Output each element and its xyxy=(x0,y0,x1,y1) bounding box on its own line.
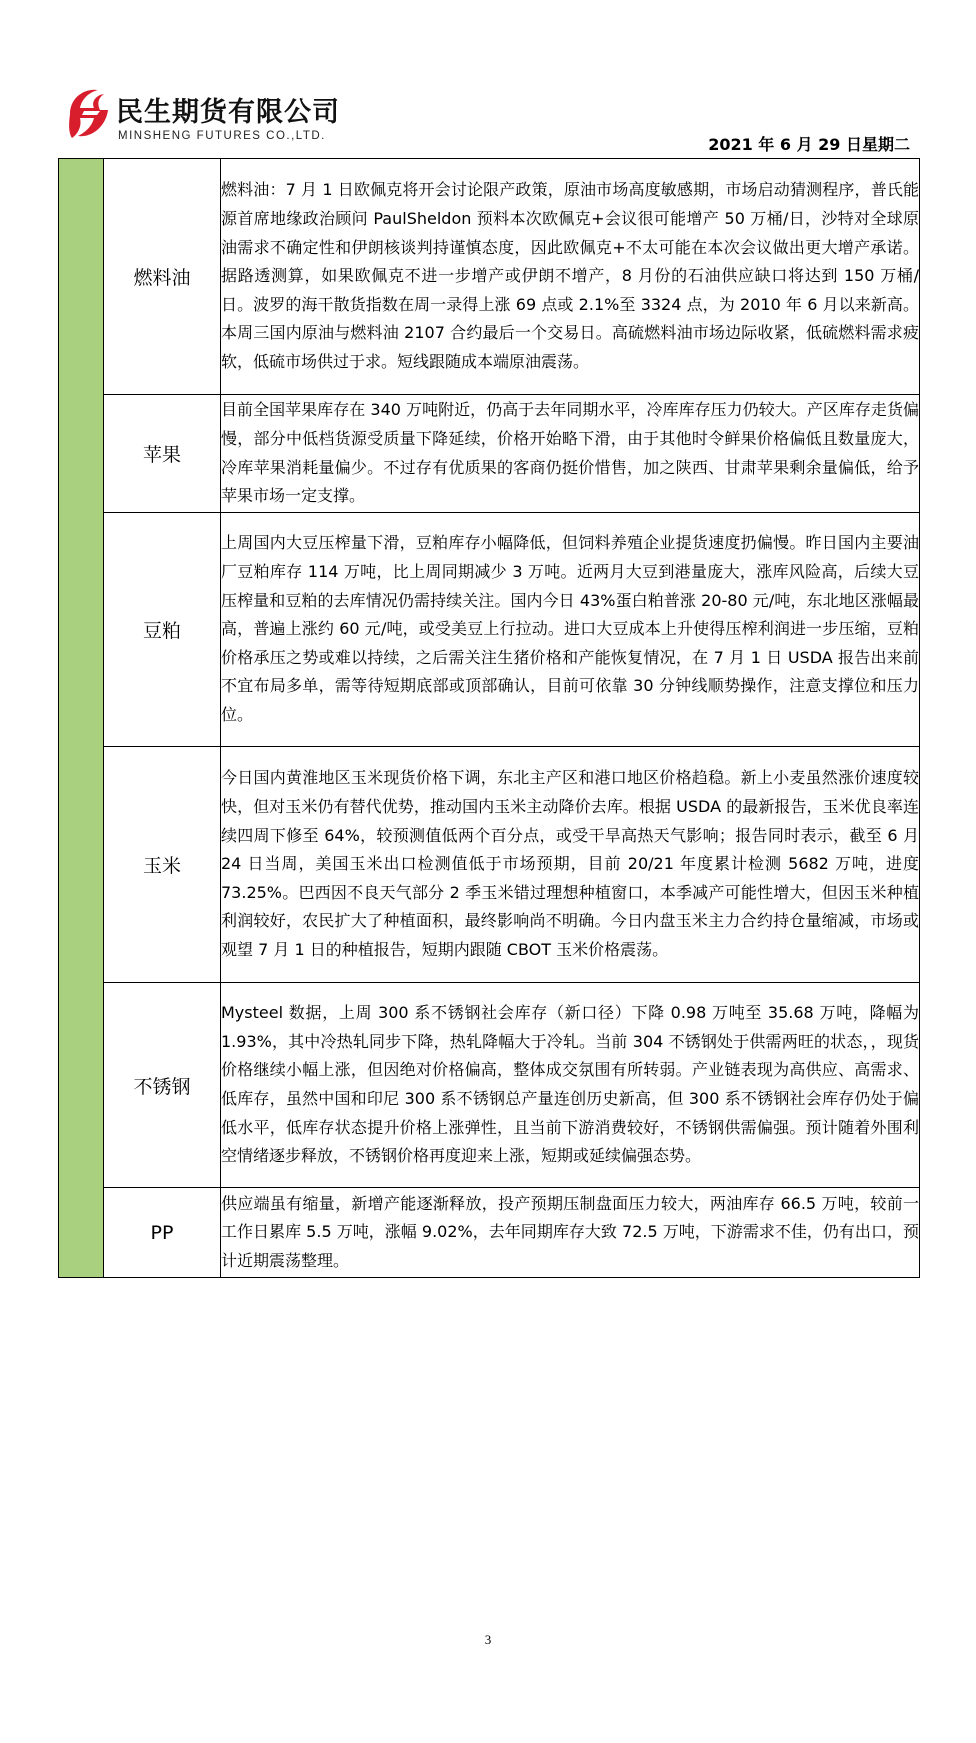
table-row xyxy=(59,983,920,1188)
product-name: 苹果 xyxy=(104,395,221,513)
commentary-text: 燃料油：7 月 1 日欧佩克将开会讨论限产政策，原油市场高度敏感期，市场启动猜测程序，普氏能源首席地缘政治顾问 PaulSheldon 预料本次欧佩克+会议很可能增产 50 万桶/日，沙特对全球原油需求不确定性和伊朗核谈判持谨慎态度，因此欧佩克+不太可能在本次会议做出更大增产承诺。据路透测算，如果欧佩克不进一步增产或伊朗不增产，8 月份的石油供应缺口将达到 150 万桶/日。波罗的海干散货指数在周一录得上涨 69 点或 2.1%至 3324 点，为 2010 年 6 月以来新高。本周三国内原油与燃料油 2107 合约最后一个交易日。高硫燃料油市场边际收紧，低硫燃料需求疲软，低硫市场供过于求。短线跟随成本端原油震荡。 xyxy=(221,159,920,395)
commentary-text: 上周国内大豆压榨量下滑，豆粕库存小幅降低，但饲料养殖企业提货速度扔偏慢。昨日国内主要油厂豆粕库存 114 万吨，比上周同期减少 3 万吨。近两月大豆到港量庞大，涨库风险高，后续大豆压榨量和豆粕的去库情况仍需持续关注。国内今日 43%蛋白粕普涨 20-80 元/吨，东北地区涨幅最高，普遍上涨约 60 元/吨，或受美豆上行拉动。进口大豆成本上升使得压榨利润进一步压缩，豆粕价格承压之势或难以持续，之后需关注生猪价格和产能恢复情况，在 7 月 1 日 USDA 报告出来前不宜布局多单，需等待短期底部或顶部确认，目前可依靠 30 分钟线顺势操作，注意支撑位和压力位。 xyxy=(221,513,920,747)
table-row xyxy=(59,159,920,395)
table-row xyxy=(59,395,920,513)
table-row xyxy=(59,747,920,983)
product-name: 燃料油 xyxy=(104,159,221,395)
product-name: PP xyxy=(104,1188,221,1278)
category-color-column xyxy=(59,159,104,1278)
minsheng-logo-icon xyxy=(64,84,114,146)
product-name: 不锈钢 xyxy=(104,983,221,1188)
report-date: 2021 年 6 月 29 日星期二 xyxy=(708,135,910,154)
product-name: 玉米 xyxy=(104,747,221,983)
page-header xyxy=(60,80,920,156)
commentary-text: 供应端虽有缩量，新增产能逐渐释放，投产预期压制盘面压力较大，两油库存 66.5 万吨，较前一工作日累库 5.5 万吨，涨幅 9.02%，去年同期库存大致 72.5 万吨，下游需求不佳，仍有出口，预计近期震荡整理。 xyxy=(221,1188,920,1278)
commentary-text: 今日国内黄淮地区玉米现货价格下调，东北主产区和港口地区价格趋稳。新上小麦虽然涨价速度较快，但对玉米仍有替代优势，推动国内玉米主动降价去库。根据 USDA 的最新报告，玉米优良率连续四周下修至 64%，较预测值低两个百分点，或受干旱高热天气影响；报告同时表示，截至 6 月 24 日当周，美国玉米出口检测值低于市场预期，目前 20/21 年度累计检测 5682 万吨，进度 73.25%。巴西因不良天气部分 2 季玉米错过理想种植窗口，本季减产可能性增大，但因玉米种植利润较好，农民扩大了种植面积，最终影响尚不明确。今日内盘玉米主力合约持仓量缩减，市场或观望 7 月 1 日的种植报告，短期内跟随 CBOT 玉米价格震荡。 xyxy=(221,747,920,983)
commodity-commentary-table xyxy=(58,158,920,1278)
commentary-text: 目前全国苹果库存在 340 万吨附近，仍高于去年同期水平，冷库库存压力仍较大。产区库存走货偏慢，部分中低档货源受质量下降延续，价格开始略下滑，由于其他时令鲜果价格偏低且数量庞大，冷库苹果消耗量偏少。不过存有优质果的客商仍挺价惜售，加之陕西、甘肃苹果剩余量偏低，给予苹果市场一定支撑。 xyxy=(221,395,920,513)
product-name: 豆粕 xyxy=(104,513,221,747)
table-row xyxy=(59,513,920,747)
page-number: 3 xyxy=(484,1632,492,1647)
company-name-en: MINSHENG FUTURES CO.,LTD. xyxy=(118,130,326,142)
table-row xyxy=(59,1188,920,1278)
company-name-cn: 民生期货有限公司 xyxy=(116,97,340,128)
company-logo xyxy=(64,84,364,150)
commentary-text: Mysteel 数据，上周 300 系不锈钢社会库存（新口径）下降 0.98 万吨至 35.68 万吨，降幅为 1.93%，其中冷热轧同步下降，热轧降幅大于冷轧。当前 304 不锈钢处于供需两旺的状态，，现货价格继续小幅上涨，但因绝对价格偏高，整体成交氛围有所转弱。产业链表现为高供应、高需求、低库存，虽然中国和印尼 300 系不锈钢总产量连创历史新高，但 300 系不锈钢社会库存仍处于偏低水平，低库存状态提升价格上涨弹性，且当前下游消费较好，不锈钢供需偏强。预计随着外围利空情绪逐步释放，不锈钢价格再度迎来上涨，短期或延续偏强态势。 xyxy=(221,983,920,1188)
